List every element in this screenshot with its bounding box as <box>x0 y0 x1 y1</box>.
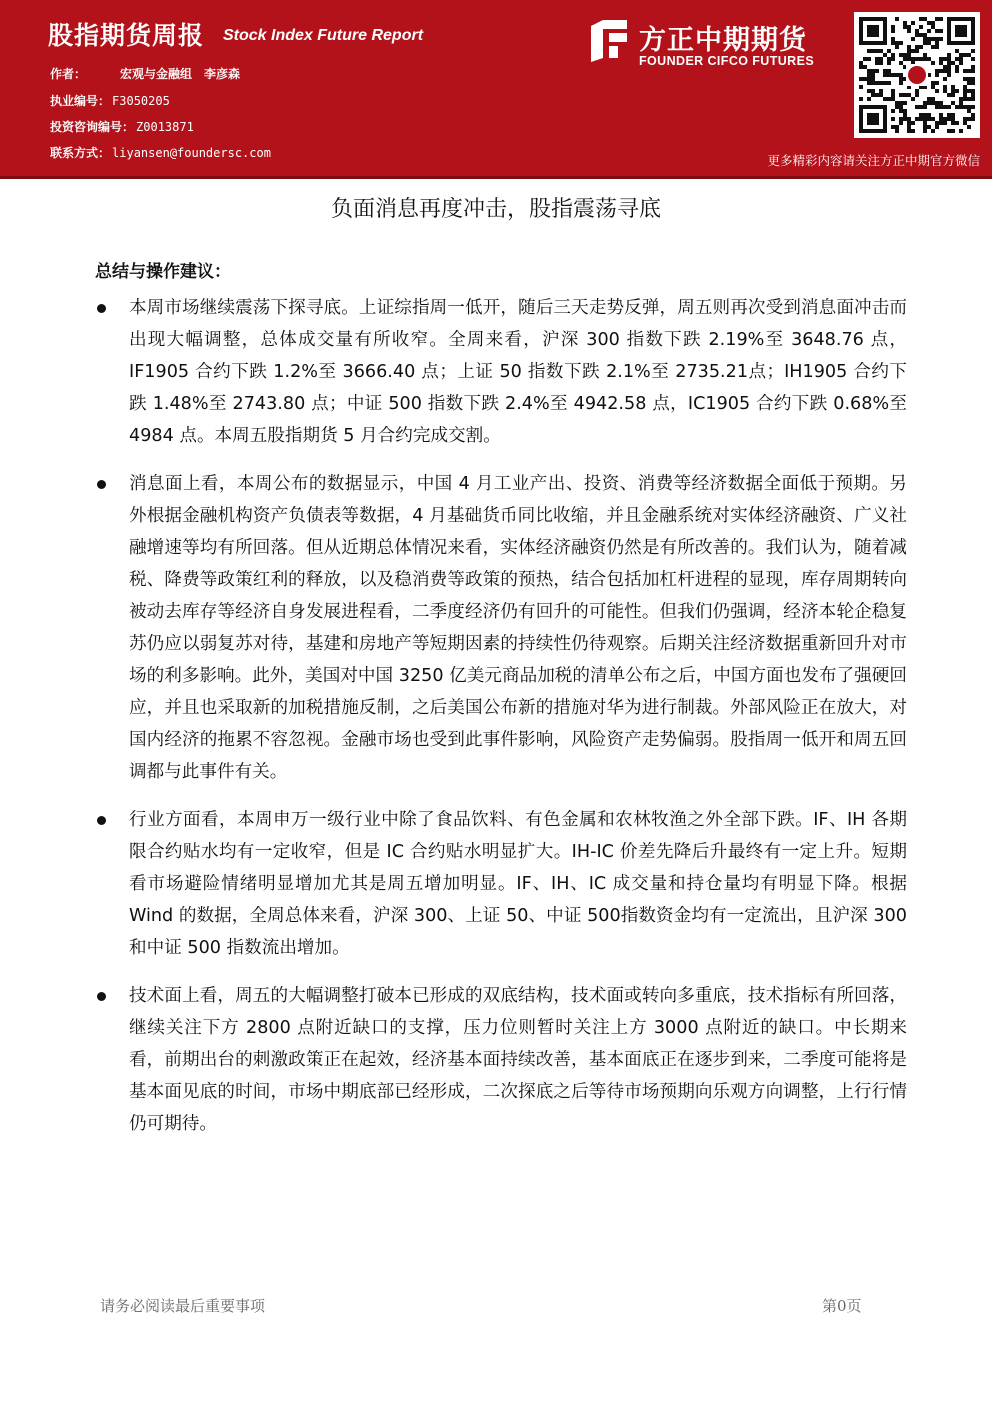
license-line <box>50 92 170 109</box>
bullet-item <box>95 804 907 964</box>
summary-bullet-list <box>95 292 907 1156</box>
report-subtitle: Stock Index Future Report <box>223 27 424 44</box>
license-value: F3050205 <box>112 94 170 108</box>
bullet-dot-icon <box>97 304 106 313</box>
report-title: 股指期货周报 <box>48 21 205 50</box>
author-name: 李彦森 <box>204 67 241 81</box>
wechat-qr-code <box>854 12 980 138</box>
header-divider <box>0 176 992 179</box>
section-heading: 总结与操作建议： <box>95 262 231 282</box>
bullet-text: 技术面上看，周五的大幅调整打破本已形成的双底结构，技术面或转向多重底，技术指标有所回落，继续关注下方 2800 点附近缺口的支撑，压力位则暂时关注上方 3000 点附近的缺口。中长期来看，前期出台的刺激政策正在起效，经济基本面持续改善，基本面底正在逐步到来，二季度可能将是基本面见底的时间，市场中期底部已经形成，二次探底之后等待市场预期向乐观方向调整，上行行情仍可期待。 <box>129 986 907 1134</box>
consult-value: Z0013871 <box>136 120 194 134</box>
contact-email[interactable]: liyansen@foundersc.com <box>112 146 271 160</box>
license-label: 执业编号： <box>50 94 111 108</box>
bullet-item <box>95 980 907 1140</box>
page-number: 第0页 <box>822 1297 862 1315</box>
author-line <box>50 65 240 82</box>
bullet-dot-icon <box>97 480 106 489</box>
contact-label: 联系方式： <box>50 146 111 160</box>
consult-label: 投资咨询编号： <box>50 120 135 134</box>
logo-mark-icon <box>589 18 629 62</box>
company-logo <box>587 12 849 72</box>
contact-line <box>50 144 271 161</box>
bullet-text: 行业方面看，本周申万一级行业中除了食品饮料、有色金属和农林牧渔之外全部下跌。IF、IH 各期限合约贴水均有一定收窄，但是 IC 合约贴水明显扩大。IH-IC 价差先降后升最终有一定上升。短期看市场避险情绪明显增加尤其是周五增加明显。IF、IH、IC 成交量和持仓量均有明显下降。根据 Wind 的数据，全周总体来看，沪深 300、上证 50、中证 500指数资金均有一定流出，且沪深 300 和中证 500 指数流出增加。 <box>129 810 907 958</box>
bullet-text: 消息面上看，本周公布的数据显示，中国 4 月工业产出、投资、消费等经济数据全面低于预期。另外根据金融机构资产负债表等数据，4 月基础货币同比收缩，并且金融系统对实体经济融资、广义社融增速等均有所回落。但从近期总体情况来看，实体经济融资仍然是有所改善的。我们认为，随着减税、降费等政策红利的释放，以及稳消费等政策的预热，结合包括加杠杆进程的显现，库存周期转向被动去库存等经济自身发展进程看，二季度经济仍有回升的可能性。但我们仍强调，经济本轮企稳复苏仍应以弱复苏对待，基建和房地产等短期因素的持续性仍待观察。后期关注经济数据重新回升对市场的利多影响。此外，美国对中国 3250 亿美元商品加税的清单公布之后，中国方面也发布了强硬回应，并且也采取新的加税措施反制，之后美国公布新的措施对华为进行制裁。外部风险正在放大，对国内经济的拖累不容忽视。金融市场也受到此事件影响，风险资产走势偏弱。股指周一低开和周五回调都与此事件有关。 <box>129 474 907 782</box>
report-header <box>0 0 992 176</box>
bullet-dot-icon <box>97 816 106 825</box>
author-label: 作者： <box>50 67 87 81</box>
footer-disclaimer-note: 请务必阅读最后重要事项 <box>100 1297 266 1315</box>
document-title: 负面消息再度冲击，股指震荡寻底 <box>330 197 661 222</box>
author-group: 宏观与金融组 <box>120 67 193 81</box>
bullet-item <box>95 292 907 452</box>
consult-line <box>50 118 194 135</box>
logo-english-name: FOUNDER CIFCO FUTURES <box>639 54 815 68</box>
bullet-text: 本周市场继续震荡下探寻底。上证综指周一低开，随后三天走势反弹，周五则再次受到消息面冲击而出现大幅调整，总体成交量有所收窄。全周来看，沪深 300 指数下跌 2.19%至 3648.76 点，IF1905 合约下跌 1.2%至 3666.40 点；上证 50 指数下跌 2.1%至 2735.21点；IH1905 合约下跌 1.48%至 2743.80 点；中证 500 指数下跌 2.4%至 4942.58 点，IC1905 合约下跌 0.68%至 4984 点。本周五股指期货 5 月合约完成交割。 <box>129 298 907 446</box>
follow-wechat-note: 更多精彩内容请关注方正中期官方微信 <box>767 153 980 168</box>
bullet-item <box>95 468 907 788</box>
logo-chinese-name: 方正中期期货 <box>639 25 807 56</box>
bullet-dot-icon <box>97 992 106 1001</box>
